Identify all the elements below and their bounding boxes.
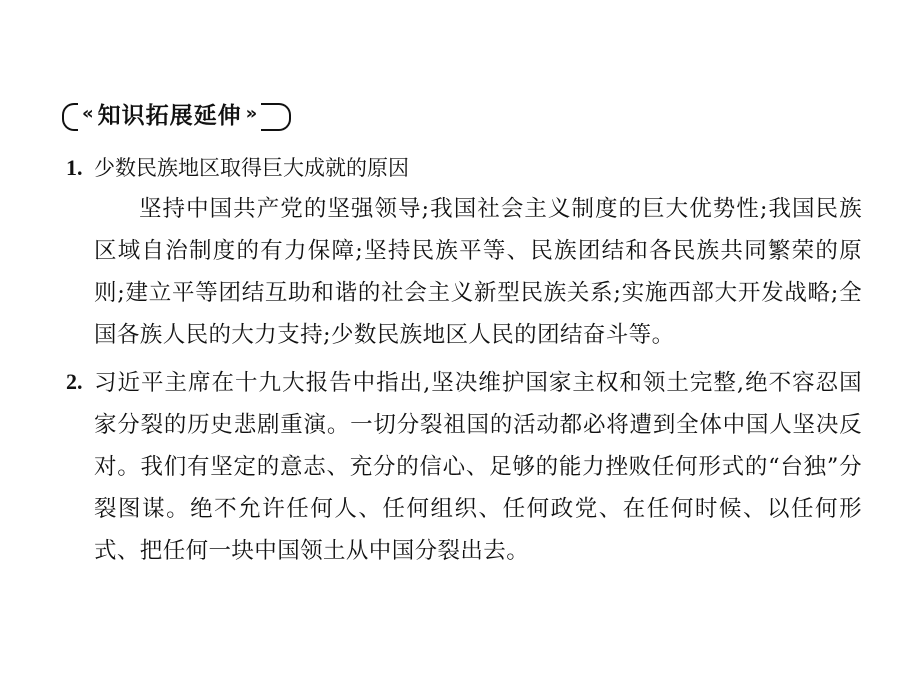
section-banner — [62, 96, 291, 130]
item-heading: 少数民族地区取得巨大成就的原因 — [94, 156, 409, 180]
item-number: 2. — [66, 369, 83, 394]
item-body — [94, 362, 862, 572]
double-chevron-right-icon: » — [245, 102, 258, 124]
item-paragraph: 习近平主席在十九大报告中指出,坚决维护国家主权和领土完整,绝不容忍国家分裂的历史悲剧重演。一切分裂祖国的活动都必将遭到全体中国人坚决反对。我们有坚定的意志、充分的信心、足够的能力挫败任何形式的“台独”分裂图谋。绝不允许任何人、任何组织、任何政党、在任何时候、以任何形式、把任何一块中国领土从中国分裂出去。 — [94, 370, 862, 564]
item-paragraph: 坚持中国共产党的坚强领导;我国社会主义制度的巨大优势性;我国民族区域自治制度的有力保障;坚持民族平等、民族团结和各民族共同繁荣的原则;建立平等团结互助和谐的社会主义新型民族关系;实施西部大开发战略;全国各族人民的大力支持;少数民族地区人民的团结奋斗等。 — [94, 196, 862, 348]
banner-title: 知识拓展延伸 — [97, 102, 242, 129]
list-item — [66, 362, 862, 572]
double-chevron-left-icon: « — [82, 102, 94, 124]
banner-frame-left — [62, 103, 78, 131]
content-area — [66, 148, 862, 578]
banner-frame-right — [261, 103, 291, 131]
item-body — [94, 148, 862, 356]
item-number: 1. — [66, 155, 83, 180]
list-item — [66, 148, 862, 356]
